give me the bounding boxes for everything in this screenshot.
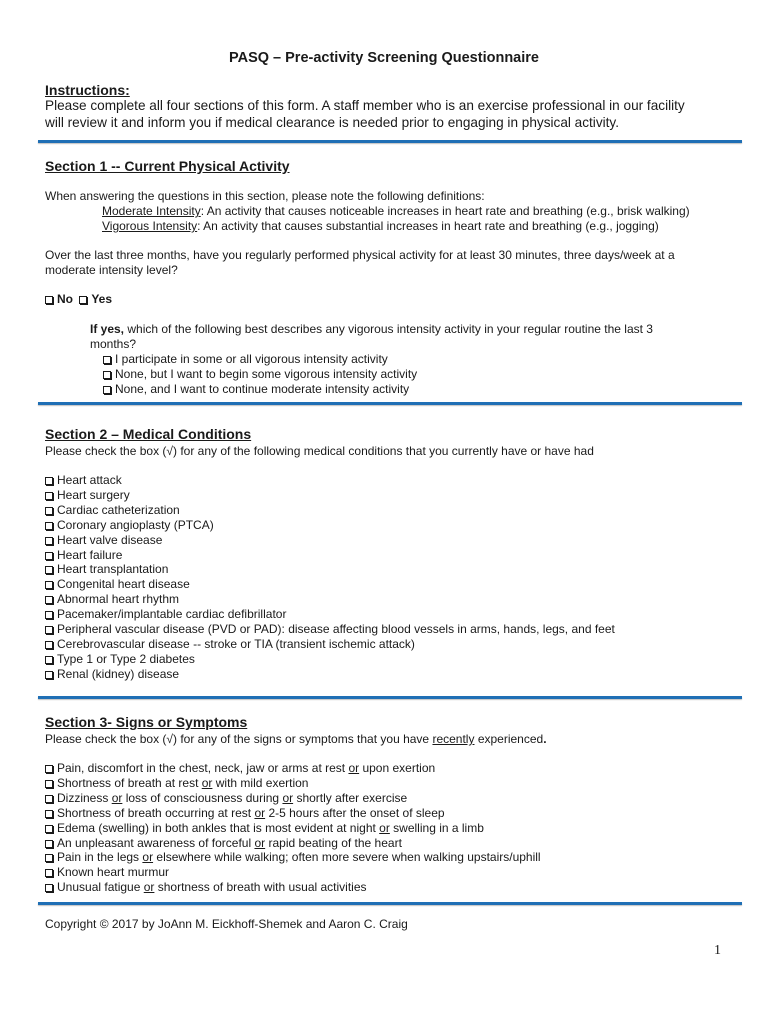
symptom-label: or (142, 850, 154, 865)
condition-label: Cerebrovascular disease -- stroke or TIA (transient ischemic attack) (57, 636, 415, 651)
symptom-label: Known heart murmur (57, 865, 170, 880)
list-item (45, 865, 541, 880)
symptom-checkbox[interactable] (45, 810, 53, 818)
yes-checkbox[interactable] (79, 296, 87, 304)
list-item (45, 791, 541, 806)
option-label: None, and I want to continue moderate intensity activity (115, 381, 410, 396)
list-item (45, 667, 615, 682)
condition-checkbox[interactable] (45, 477, 53, 485)
instructions-heading: Instructions: (45, 82, 130, 98)
symptom-checkbox[interactable] (45, 825, 53, 833)
symptom-label: 2-5 hours after the onset of sleep (265, 805, 445, 820)
instructions-line: Please complete all four sections of this form. A staff member who is an exercise professional in our facility (45, 98, 685, 113)
condition-checkbox[interactable] (45, 522, 53, 530)
definition-text: : An activity that causes substantial increases in heart rate and breathing (e.g., jogging) (197, 219, 659, 233)
condition-checkbox[interactable] (45, 537, 53, 545)
list-item (45, 821, 541, 836)
symptom-label: or (201, 775, 213, 790)
symptom-label: with mild exertion (212, 775, 309, 790)
list-item (45, 652, 615, 667)
symptom-label: or (143, 880, 155, 895)
symptom-label: rapid beating of the heart (265, 835, 402, 850)
definition-moderate (102, 204, 690, 219)
list-item (45, 518, 615, 533)
symptom-label: or (348, 761, 360, 775)
no-checkbox[interactable] (45, 296, 53, 304)
list-item (45, 503, 615, 518)
symptom-label: or (254, 805, 266, 820)
list-item (103, 382, 417, 397)
section-divider (38, 140, 742, 143)
symptom-checkbox[interactable] (45, 840, 53, 848)
list-item (45, 880, 541, 895)
symptom-label: swelling in a limb (389, 820, 484, 835)
condition-label: Cardiac catheterization (57, 502, 180, 517)
list-item (45, 622, 615, 637)
list-item (45, 836, 541, 851)
condition-label: Peripheral vascular disease (PVD or PAD): disease affecting blood vessels in arms, hands, legs, and feet (57, 622, 615, 637)
followup-text: which of the following best describes any vigorous intensity activity in your regular routine the last 3 (124, 322, 653, 336)
condition-label: Type 1 or Type 2 diabetes (57, 651, 195, 666)
question-line: moderate intensity level? (45, 263, 178, 277)
condition-checkbox[interactable] (45, 581, 53, 589)
instructions-text (45, 98, 745, 131)
condition-checkbox[interactable] (45, 507, 53, 515)
instruction-emphasis: recently (432, 732, 475, 746)
list-item (45, 761, 541, 776)
symptom-label: Pain, discomfort in the chest, neck, jaw or arms at rest (57, 761, 349, 775)
section-divider (38, 902, 742, 905)
section3-instruction (45, 732, 547, 747)
condition-label: Renal (kidney) disease (57, 666, 180, 681)
list-item (45, 607, 615, 622)
symptom-label: Shortness of breath occurring at rest (57, 805, 255, 820)
list-item (45, 806, 541, 821)
symptom-label: or (254, 835, 266, 850)
definition-vigorous (102, 219, 659, 234)
symptom-label: Shortness of breath at rest (57, 775, 202, 790)
symptom-label: elsewhere while walking; often more severe when walking upstairs/uphill (153, 850, 541, 865)
activity-question (45, 248, 675, 278)
condition-checkbox[interactable] (45, 492, 53, 500)
section2-heading: Section 2 – Medical Conditions (45, 426, 252, 442)
condition-label: Coronary angioplasty (PTCA) (57, 517, 214, 532)
condition-checkbox[interactable] (45, 552, 53, 560)
list-item (45, 548, 615, 563)
symptom-checkbox[interactable] (45, 780, 53, 788)
symptom-label: Dizziness (57, 790, 112, 805)
instructions-line: will review it and inform you if medical clearance is needed prior to engaging in physical activity. (45, 114, 619, 130)
list-item (45, 850, 541, 865)
symptom-checkbox[interactable] (45, 884, 53, 892)
condition-checkbox[interactable] (45, 611, 53, 619)
instruction-text: experienced (474, 732, 544, 746)
option-label: I participate in some or all vigorous intensity activity (115, 352, 388, 366)
definition-text: : An activity that causes noticeable increases in heart rate and breathing (e.g., brisk walking) (200, 204, 690, 218)
no-label: No (57, 292, 73, 306)
vigorous-options (103, 352, 417, 397)
copyright: Copyright © 2017 by JoAnn M. Eickhoff-Shemek and Aaron C. Craig (45, 917, 408, 931)
list-item (45, 577, 615, 592)
condition-label: Heart failure (57, 547, 123, 562)
definition-term: Moderate Intensity (102, 204, 201, 218)
symptom-label: or (282, 790, 294, 805)
symptom-label: upon exertion (359, 761, 436, 775)
symptom-label: loss of consciousness during (122, 790, 283, 805)
instruction-text: Please check the box (√) for any of the signs or symptoms that you have (45, 732, 433, 746)
symptom-label: Unusual fatigue (57, 880, 144, 895)
page-number: 1 (714, 943, 721, 958)
condition-label: Heart transplantation (57, 562, 169, 577)
definition-term: Vigorous Intensity (102, 219, 198, 233)
list-item (45, 562, 615, 577)
condition-checkbox[interactable] (45, 626, 53, 634)
list-item (45, 473, 615, 488)
symptom-label: or (111, 790, 123, 805)
question-line: Over the last three months, have you regularly performed physical activity for at least 30 minutes, three days/week at a (45, 248, 675, 262)
section-divider (38, 402, 742, 405)
option-checkbox[interactable] (103, 386, 111, 394)
list-item (45, 533, 615, 548)
symptom-label: or (379, 820, 390, 835)
symptom-label: Edema (swelling) in both ankles that is most evident at night (57, 820, 380, 835)
condition-label: Heart surgery (57, 487, 130, 502)
followup-text: months? (90, 337, 137, 351)
symptom-label: shortness of breath with usual activities (154, 880, 367, 895)
condition-checkbox[interactable] (45, 566, 53, 574)
yes-no-choice (45, 292, 112, 307)
section1-intro: When answering the questions in this section, please note the following definitions: (45, 189, 485, 203)
list-item (103, 367, 417, 382)
condition-checkbox[interactable] (45, 641, 53, 649)
page-title: PASQ – Pre-activity Screening Questionnaire (229, 50, 539, 66)
symptom-checkbox[interactable] (45, 869, 53, 877)
symptom-label: An unpleasant awareness of forceful (57, 835, 255, 850)
condition-label: Heart valve disease (57, 532, 163, 547)
section2-instruction: Please check the box (√) for any of the following medical conditions that you currently have or have had (45, 444, 594, 458)
option-label: None, but I want to begin some vigorous intensity activity (115, 366, 418, 381)
symptom-checkbox[interactable] (45, 765, 53, 773)
condition-label: Pacemaker/implantable cardiac defibrillator (57, 607, 287, 622)
condition-checkbox[interactable] (45, 596, 53, 604)
list-item (103, 352, 417, 367)
symptoms-list (45, 761, 541, 895)
instruction-text: . (543, 732, 547, 746)
followup-question (90, 322, 653, 352)
condition-label: Congenital heart disease (57, 577, 190, 592)
section1-heading: Section 1 -- Current Physical Activity (45, 158, 290, 174)
option-checkbox[interactable] (103, 356, 111, 364)
list-item (45, 776, 541, 791)
symptom-checkbox[interactable] (45, 854, 53, 862)
section-divider (38, 696, 742, 699)
symptom-label: shortly after exercise (293, 790, 408, 805)
option-checkbox[interactable] (103, 371, 111, 379)
medical-conditions-list (45, 473, 615, 682)
list-item (45, 488, 615, 503)
condition-label: Heart attack (57, 473, 122, 487)
symptom-label: Pain in the legs (57, 850, 143, 865)
list-item (45, 637, 615, 652)
condition-checkbox[interactable] (45, 656, 53, 664)
followup-bold: If yes, (90, 322, 125, 336)
list-item (45, 592, 615, 607)
yes-label: Yes (91, 292, 113, 306)
condition-label: Abnormal heart rhythm (57, 592, 180, 607)
section3-heading: Section 3- Signs or Symptoms (45, 714, 248, 730)
symptom-checkbox[interactable] (45, 795, 53, 803)
condition-checkbox[interactable] (45, 671, 53, 679)
